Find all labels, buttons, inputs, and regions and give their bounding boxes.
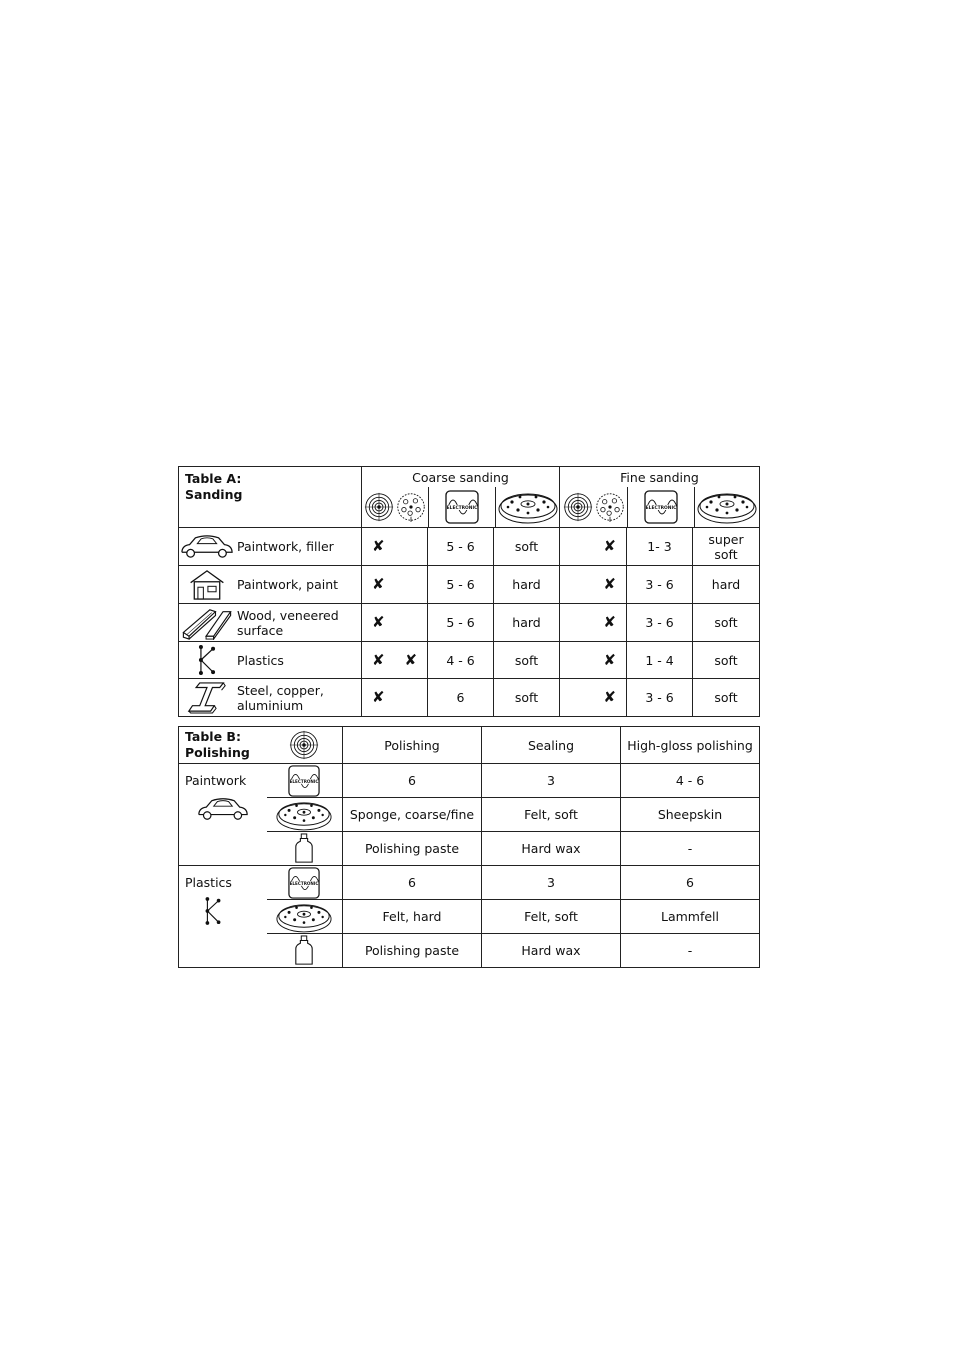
house-icon <box>179 568 235 601</box>
value-cell: Sheepskin <box>621 798 760 832</box>
backing-pad-icon <box>694 487 759 527</box>
value-cell: Hard wax <box>482 934 621 968</box>
material-cell <box>179 528 362 566</box>
fine-pad: soft <box>693 604 760 642</box>
table-b-polishing <box>178 726 760 968</box>
value-cell: 6 <box>343 764 482 798</box>
value-cell: Polishing paste <box>343 832 482 866</box>
polish-bottle-icon <box>267 934 343 968</box>
table-row <box>179 934 760 968</box>
coarse-speed: 4 - 6 <box>428 642 494 679</box>
cross-mark: ✘ <box>603 688 616 706</box>
fine-speed: 1- 3 <box>627 528 693 566</box>
polish-bottle-icon <box>267 832 343 866</box>
value-cell: Sponge, coarse/fine <box>343 798 482 832</box>
fine-speed: 3 - 6 <box>627 604 693 642</box>
coarse-pad: soft <box>494 679 560 717</box>
table-a-title <box>179 467 362 528</box>
material-label: Paintwork, filler <box>237 539 334 554</box>
steel-beam-icon <box>179 680 235 715</box>
table-row <box>179 528 760 566</box>
value-cell: Polishing paste <box>343 934 482 968</box>
coarse-sanding-label: Coarse sanding <box>412 470 509 485</box>
header-polishing: Polishing <box>343 727 482 764</box>
plastics-molecule-icon <box>185 896 261 926</box>
group-paintwork <box>179 764 267 866</box>
header-sealing: Sealing <box>482 727 621 764</box>
group-label: Paintwork <box>185 773 247 788</box>
material-label: Steel, copper, <box>237 682 324 698</box>
fine-pad: hard <box>693 566 760 604</box>
material-cell <box>179 679 362 717</box>
material-cell <box>179 566 362 604</box>
backing-pad-icon <box>267 798 343 832</box>
cross-mark: ✘ <box>603 575 616 593</box>
fine-speed: 1 - 4 <box>627 642 693 679</box>
plastics-molecule-icon <box>179 644 235 676</box>
table-b-title-line2: Polishing <box>185 745 250 760</box>
value-cell: 4 - 6 <box>621 764 760 798</box>
value-cell: 6 <box>621 866 760 900</box>
coarse-sanding-header <box>362 467 560 528</box>
car-icon <box>179 533 235 560</box>
orbit-pattern-icon <box>267 727 343 764</box>
cross-mark: ✘ <box>372 688 385 706</box>
backing-pad-icon <box>495 487 559 527</box>
coarse-pad: hard <box>494 566 560 604</box>
value-cell: - <box>621 934 760 968</box>
electronic-speed-icon <box>267 866 343 900</box>
fine-pad-line2: soft <box>714 546 738 562</box>
coarse-speed: 5 - 6 <box>428 566 494 604</box>
electronic-speed-icon <box>267 764 343 798</box>
fine-pad-line1: super <box>708 531 744 547</box>
value-cell: 6 <box>343 866 482 900</box>
fine-sanding-header <box>560 467 760 528</box>
cross-mark: ✘ <box>372 575 385 593</box>
fine-sanding-label: Fine sanding <box>620 470 699 485</box>
value-cell: 3 <box>482 866 621 900</box>
table-a-sanding <box>178 466 760 717</box>
cross-mark: ✘ <box>372 650 385 669</box>
cross-mark: ✘ <box>372 613 385 631</box>
header-high-gloss: High-gloss polishing <box>621 727 760 764</box>
value-cell: Felt, soft <box>482 900 621 934</box>
material-label: Plastics <box>237 652 284 668</box>
table-row <box>179 900 760 934</box>
table-row <box>179 866 760 900</box>
electronic-speed-icon <box>428 487 495 527</box>
value-cell: - <box>621 832 760 866</box>
table-b-title-line1: Table B: <box>185 729 241 744</box>
fine-speed: 3 - 6 <box>627 679 693 717</box>
material-label-line2: aluminium <box>237 697 304 713</box>
cross-mark: ✘ <box>404 650 418 669</box>
coarse-speed: 5 - 6 <box>428 528 494 566</box>
table-row <box>179 679 760 717</box>
orbit-pattern-icon <box>560 487 627 527</box>
coarse-pad: soft <box>494 642 560 679</box>
table-row <box>179 566 760 604</box>
group-label: Plastics <box>185 875 232 890</box>
value-cell: Hard wax <box>482 832 621 866</box>
coarse-pad: soft <box>494 528 560 566</box>
table-row <box>179 764 760 798</box>
cross-mark: ✘ <box>603 537 616 555</box>
material-cell <box>179 604 362 642</box>
table-row <box>179 798 760 832</box>
value-cell: Felt, soft <box>482 798 621 832</box>
cross-mark: ✘ <box>603 613 616 631</box>
cross-mark: ✘ <box>372 537 385 555</box>
fine-pad <box>693 528 760 566</box>
orbit-pattern-icon <box>362 487 428 527</box>
fine-pad: soft <box>693 679 760 717</box>
electronic-speed-icon <box>627 487 694 527</box>
table-a-title-line1: Table A: <box>185 471 242 486</box>
wood-planks-icon <box>179 606 235 640</box>
table-a-title-line2: Sanding <box>185 487 243 502</box>
material-cell <box>179 642 362 679</box>
material-label: Paintwork, paint <box>237 577 339 592</box>
fine-pad: soft <box>693 642 760 679</box>
value-cell: Felt, hard <box>343 900 482 934</box>
coarse-speed: 6 <box>428 679 494 717</box>
value-cell: Lammfell <box>621 900 760 934</box>
backing-pad-icon <box>267 900 343 934</box>
table-row <box>179 832 760 866</box>
table-row <box>179 604 760 642</box>
cross-mark: ✘ <box>603 650 616 669</box>
fine-speed: 3 - 6 <box>627 566 693 604</box>
table-b-title <box>179 727 267 764</box>
value-cell: 3 <box>482 764 621 798</box>
material-label: Wood, veneered <box>237 607 339 623</box>
material-label-line2: surface <box>237 622 284 638</box>
car-icon <box>185 796 261 822</box>
table-row <box>179 642 760 679</box>
group-plastics <box>179 866 267 968</box>
coarse-pad: hard <box>494 604 560 642</box>
coarse-speed: 5 - 6 <box>428 604 494 642</box>
